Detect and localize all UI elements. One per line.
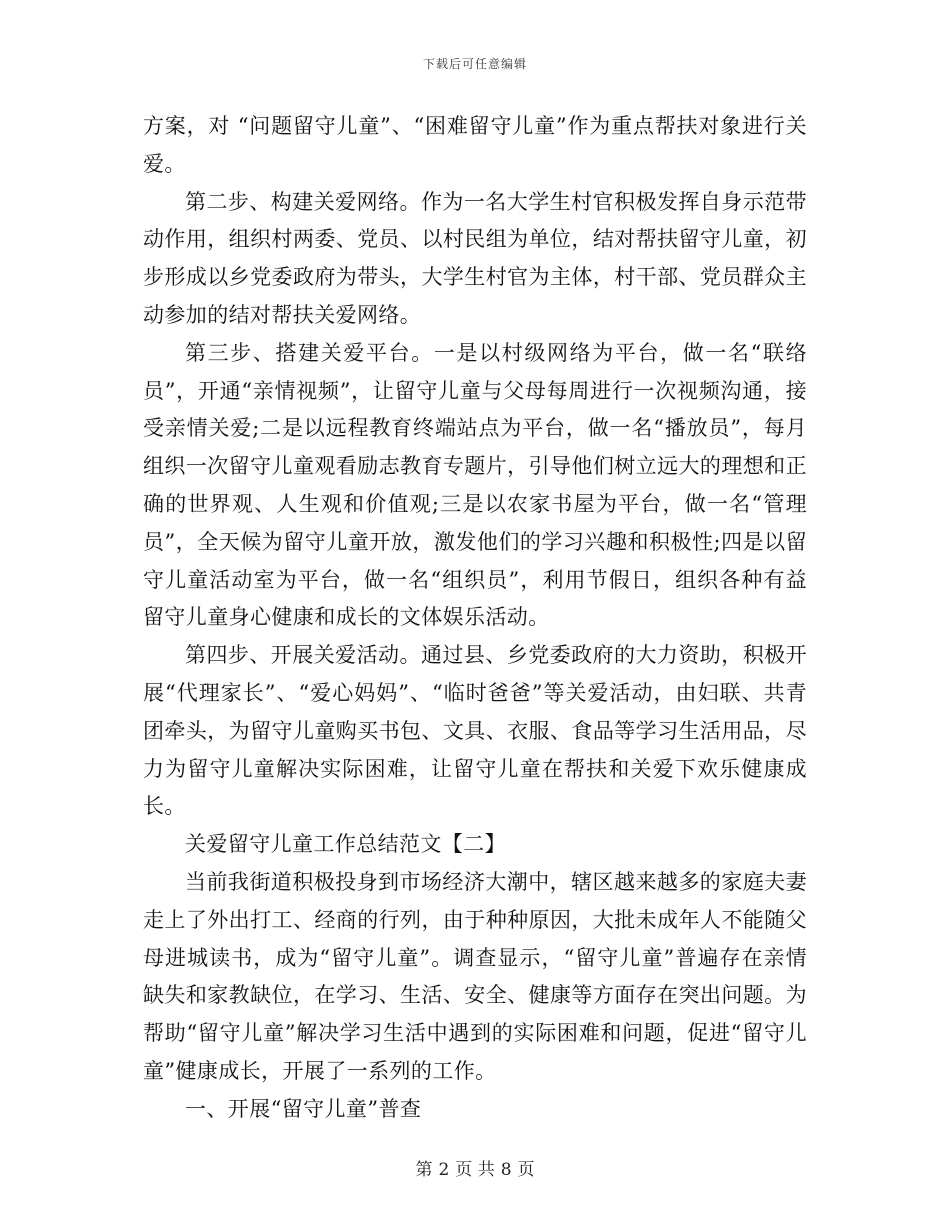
paragraph-1: 方案，对 “问题留守儿童”、“困难留守儿童”作为重点帮扶对象进行关爱。 — [143, 114, 807, 176]
paragraph-3: 第三步、搭建关爱平台。一是以村级网络为平台，做一名“联络员”，开通“亲情视频”，让留守儿童与父母每周进行一次视频沟通，接受亲情关爱;二是以远程教育终端站点为平台，做一名“播放员”，每月组织一次留守儿童观看励志教育专题片，引导他们树立远大的理想和正确的世界观、人生观和价值观;三是以农家书屋为平台，做一名“管理员”，全天候为留守儿童开放，激发他们的学习兴趣和积极性;四是以留守儿童活动室为平台，做一名“组织员”，利用节假日，组织各种有益留守儿童身心健康和成长的文体娱乐活动。 — [143, 340, 807, 630]
page-header: 下载后可任意编辑 — [422, 57, 527, 71]
paragraph-4: 第四步、开展关爱活动。通过县、乡党委政府的大力资助，积极开展“代理家长”、“爱心妈妈”、“临时爸爸”等关爱活动，由妇联、共青团牵头，为留守儿童购买书包、文具、衣服、食品等学习生活用品，尽力为留守儿童解决实际困难，让留守儿童在帮扶和关爱下欢乐健康成长。 — [143, 643, 807, 819]
page-footer — [0, 1155, 950, 1180]
footer-middle: 页 共 — [455, 1160, 495, 1180]
document-body — [143, 108, 807, 1129]
paragraph-2: 第二步、构建关爱网络。作为一名大学生村官积极发挥自身示范带动作用，组织村两委、党员、以村民组为单位，结对帮扶留守儿童，初步形成以乡党委政府为带头，大学生村官为主体，村干部、党员群众主动参加的结对帮扶关爱网络。 — [143, 189, 807, 327]
footer-prefix: 第 — [415, 1160, 433, 1180]
paragraph-5: 当前我街道积极投身到市场经济大潮中，辖区越来越多的家庭夫妻走上了外出打工、经商的行列，由于种种原因，大批未成年人不能随父母进城读书，成为“留守儿童”。调查显示，“留守儿童”普遍存在亲情缺失和家教缺位，在学习、生活、安全、健康等方面存在突出问题。为帮助“留守儿童”解决学习生活中遇到的实际困难和问题，促进“留守儿童”健康成长，开展了一系列的工作。 — [143, 869, 807, 1083]
section-heading-2: 关爱留守儿童工作总结范文【二】 — [185, 832, 506, 857]
footer-current-page: 2 — [438, 1160, 450, 1180]
footer-total-pages: 8 — [500, 1160, 512, 1180]
footer-suffix: 页 — [517, 1160, 535, 1180]
subsection-heading-1: 一、开展“留守儿童”普查 — [185, 1096, 422, 1121]
